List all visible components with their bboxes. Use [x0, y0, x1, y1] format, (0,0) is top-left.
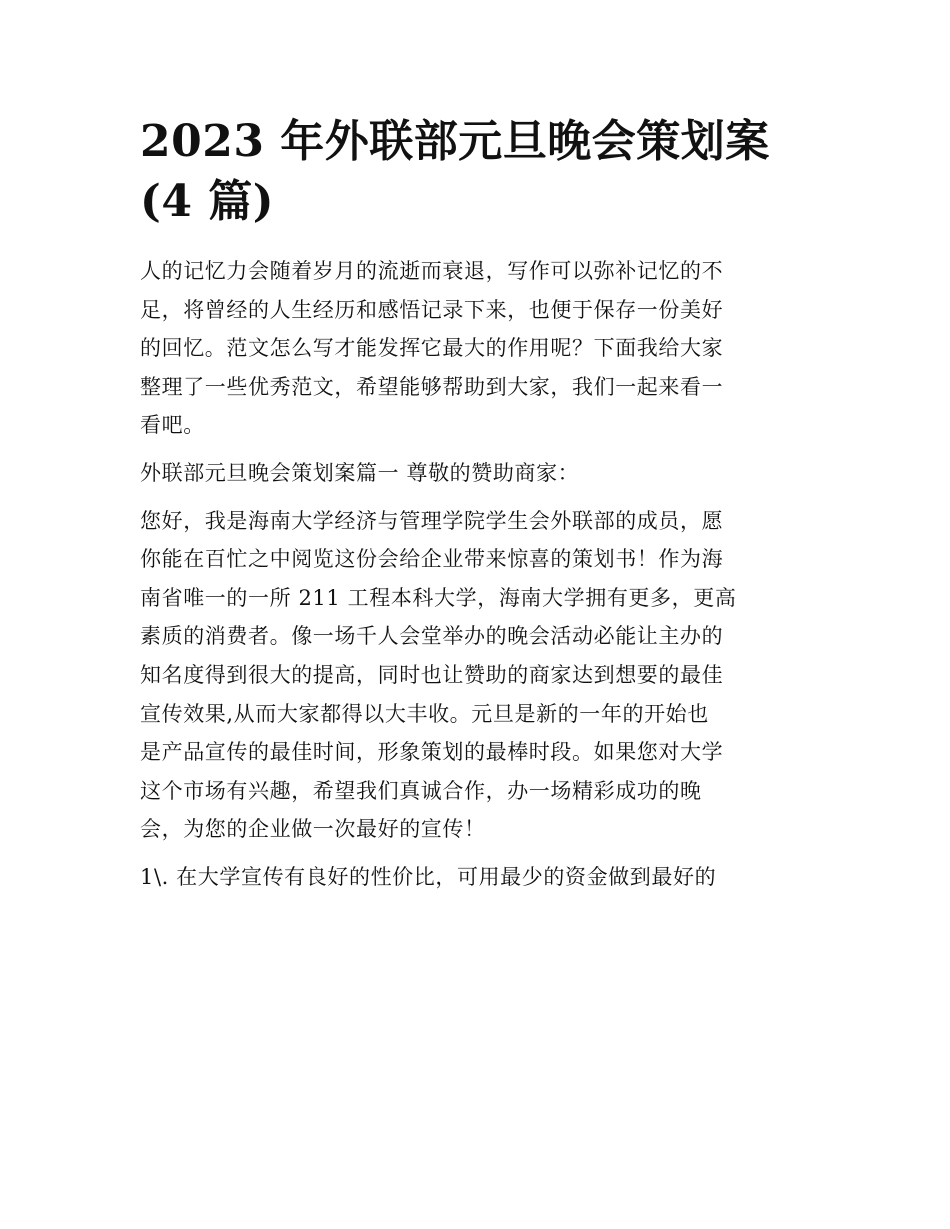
text-line: 您好，我是海南大学经济与管理学院学生会外联部的成员，愿 [140, 508, 724, 533]
text-line: 你能在百忙之中阅览这份会给企业带来惊喜的策划书！作为海 [140, 547, 724, 572]
text-line: 的回忆。范文怎么写才能发挥它最大的作用呢？下面我给大家 [140, 336, 724, 361]
text-line: 知名度得到很大的提高，同时也让赞助的商家达到想要的最佳 [140, 662, 724, 687]
document-page [140, 112, 812, 906]
text-line: 整理了一些优秀范文，希望能够帮助到大家，我们一起来看一 [140, 374, 724, 399]
section-heading-paragraph [140, 454, 812, 493]
text-line: 会，为您的企业做一次最好的宣传！ [140, 817, 486, 842]
text-line: 看吧。 [140, 413, 205, 438]
text-line: 1\. 在大学宣传有良好的性价比，可用最少的资金做到最好的 [140, 864, 717, 889]
list-item-paragraph [140, 858, 812, 897]
text-line: 人的记忆力会随着岁月的流逝而衰退，写作可以弥补记忆的不 [140, 259, 724, 283]
text-line: 是产品宣传的最佳时间，形象策划的最棒时段。如果您对大学 [140, 740, 724, 765]
document-title [140, 112, 812, 232]
text-line: 足，将曾经的人生经历和感悟记录下来，也便于保存一份美好 [140, 297, 724, 322]
text-line: 外联部元旦晚会策划案篇一 尊敬的赞助商家： [140, 460, 580, 485]
title-line: 2023 年外联部元旦晚会策划案 [140, 116, 770, 167]
text-line: 这个市场有兴趣，希望我们真诚合作，办一场精彩成功的晚 [140, 778, 702, 803]
text-line: 素质的消费者。像一场千人会堂举办的晚会活动必能让主办的 [140, 624, 724, 649]
text-line: 南省唯一的一所 211 工程本科大学，海南大学拥有更多，更高 [140, 585, 737, 610]
intro-paragraph [140, 252, 812, 445]
title-line: (4 篇) [140, 176, 275, 227]
letter-body-paragraph [140, 502, 812, 849]
text-line: 宣传效果,从而大家都得以大丰收。元旦是新的一年的开始也 [140, 701, 709, 726]
